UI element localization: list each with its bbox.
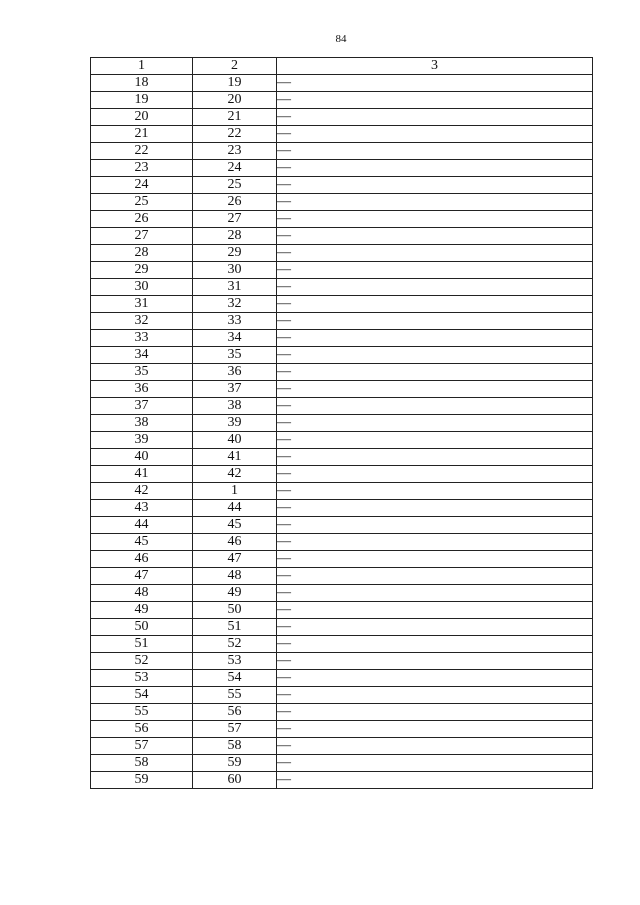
cell-col-1: 26	[91, 211, 193, 228]
table-row	[91, 262, 593, 279]
cell-col-3: —	[277, 415, 593, 432]
table-row	[91, 755, 593, 772]
cell-col-3: —	[277, 75, 593, 92]
table-row	[91, 347, 593, 364]
cell-col-2: 23	[193, 143, 277, 160]
cell-col-1: 32	[91, 313, 193, 330]
table-row	[91, 619, 593, 636]
cell-col-3: —	[277, 211, 593, 228]
cell-col-3: —	[277, 568, 593, 585]
table-row	[91, 449, 593, 466]
table-row	[91, 330, 593, 347]
cell-col-2: 21	[193, 109, 277, 126]
cell-col-2: 29	[193, 245, 277, 262]
table-row	[91, 194, 593, 211]
table-row	[91, 500, 593, 517]
cell-col-1: 27	[91, 228, 193, 245]
table-row	[91, 177, 593, 194]
cell-col-2: 27	[193, 211, 277, 228]
cell-col-3: —	[277, 500, 593, 517]
table-row	[91, 670, 593, 687]
cell-col-3: —	[277, 551, 593, 568]
cell-col-1: 36	[91, 381, 193, 398]
cell-col-2: 30	[193, 262, 277, 279]
cell-col-3: —	[277, 653, 593, 670]
cell-col-1: 43	[91, 500, 193, 517]
cell-col-1: 24	[91, 177, 193, 194]
table-body	[91, 75, 593, 789]
table-row	[91, 466, 593, 483]
table-row	[91, 398, 593, 415]
table-row	[91, 517, 593, 534]
table-row	[91, 551, 593, 568]
cell-col-2: 56	[193, 704, 277, 721]
cell-col-3: —	[277, 160, 593, 177]
page-number: 84	[335, 33, 347, 45]
table-row	[91, 585, 593, 602]
cell-col-3: —	[277, 126, 593, 143]
table-row	[91, 568, 593, 585]
cell-col-3: —	[277, 670, 593, 687]
cell-col-3: —	[277, 398, 593, 415]
table-row	[91, 228, 593, 245]
cell-col-1: 52	[91, 653, 193, 670]
table-row	[91, 75, 593, 92]
cell-col-1: 41	[91, 466, 193, 483]
cell-col-2: 31	[193, 279, 277, 296]
cell-col-3: —	[277, 313, 593, 330]
cell-col-1: 40	[91, 449, 193, 466]
cell-col-1: 22	[91, 143, 193, 160]
cell-col-1: 47	[91, 568, 193, 585]
cell-col-2: 44	[193, 500, 277, 517]
cell-col-3: —	[277, 245, 593, 262]
table-row	[91, 381, 593, 398]
cell-col-1: 39	[91, 432, 193, 449]
cell-col-1: 31	[91, 296, 193, 313]
cell-col-3: —	[277, 228, 593, 245]
table-row	[91, 211, 593, 228]
cell-col-2: 24	[193, 160, 277, 177]
cell-col-1: 34	[91, 347, 193, 364]
cell-col-1: 42	[91, 483, 193, 500]
column-header-2: 2	[193, 58, 277, 75]
cell-col-2: 40	[193, 432, 277, 449]
cell-col-1: 20	[91, 109, 193, 126]
cell-col-2: 54	[193, 670, 277, 687]
cell-col-2: 46	[193, 534, 277, 551]
cell-col-2: 25	[193, 177, 277, 194]
cell-col-1: 18	[91, 75, 193, 92]
cell-col-3: —	[277, 347, 593, 364]
cell-col-3: —	[277, 517, 593, 534]
table-row	[91, 653, 593, 670]
cell-col-2: 34	[193, 330, 277, 347]
cell-col-1: 25	[91, 194, 193, 211]
table-row	[91, 279, 593, 296]
cell-col-3: —	[277, 738, 593, 755]
cell-col-3: —	[277, 330, 593, 347]
table-row	[91, 772, 593, 789]
cell-col-3: —	[277, 466, 593, 483]
cell-col-1: 59	[91, 772, 193, 789]
cell-col-2: 33	[193, 313, 277, 330]
cell-col-2: 26	[193, 194, 277, 211]
cell-col-2: 47	[193, 551, 277, 568]
table-row	[91, 704, 593, 721]
table-row	[91, 364, 593, 381]
data-table	[90, 57, 593, 789]
table-row	[91, 313, 593, 330]
table-row	[91, 92, 593, 109]
cell-col-3: —	[277, 449, 593, 466]
cell-col-2: 55	[193, 687, 277, 704]
cell-col-3: —	[277, 755, 593, 772]
cell-col-1: 37	[91, 398, 193, 415]
cell-col-3: —	[277, 585, 593, 602]
cell-col-1: 53	[91, 670, 193, 687]
cell-col-1: 19	[91, 92, 193, 109]
cell-col-3: —	[277, 483, 593, 500]
table-row	[91, 721, 593, 738]
cell-col-3: —	[277, 432, 593, 449]
cell-col-1: 57	[91, 738, 193, 755]
cell-col-3: —	[277, 534, 593, 551]
cell-col-2: 41	[193, 449, 277, 466]
cell-col-3: —	[277, 602, 593, 619]
cell-col-3: —	[277, 687, 593, 704]
cell-col-3: —	[277, 619, 593, 636]
table-row	[91, 143, 593, 160]
table-row	[91, 483, 593, 500]
cell-col-3: —	[277, 772, 593, 789]
table-row	[91, 415, 593, 432]
table-row	[91, 109, 593, 126]
cell-col-3: —	[277, 143, 593, 160]
cell-col-3: —	[277, 109, 593, 126]
cell-col-1: 55	[91, 704, 193, 721]
cell-col-3: —	[277, 704, 593, 721]
table-row	[91, 534, 593, 551]
cell-col-2: 32	[193, 296, 277, 313]
cell-col-3: —	[277, 177, 593, 194]
column-header-3: 3	[277, 58, 593, 75]
table-row	[91, 245, 593, 262]
cell-col-2: 37	[193, 381, 277, 398]
cell-col-3: —	[277, 296, 593, 313]
table-row	[91, 687, 593, 704]
table-row	[91, 738, 593, 755]
table-row	[91, 636, 593, 653]
column-header-1: 1	[91, 58, 193, 75]
cell-col-1: 28	[91, 245, 193, 262]
cell-col-1: 29	[91, 262, 193, 279]
cell-col-1: 56	[91, 721, 193, 738]
cell-col-1: 54	[91, 687, 193, 704]
table-header-row	[91, 58, 593, 75]
cell-col-3: —	[277, 364, 593, 381]
cell-col-2: 51	[193, 619, 277, 636]
cell-col-2: 42	[193, 466, 277, 483]
cell-col-2: 36	[193, 364, 277, 381]
cell-col-1: 30	[91, 279, 193, 296]
cell-col-2: 52	[193, 636, 277, 653]
table-row	[91, 432, 593, 449]
cell-col-2: 50	[193, 602, 277, 619]
cell-col-3: —	[277, 194, 593, 211]
table-row	[91, 296, 593, 313]
table-row	[91, 126, 593, 143]
cell-col-2: 20	[193, 92, 277, 109]
cell-col-3: —	[277, 92, 593, 109]
cell-col-3: —	[277, 279, 593, 296]
cell-col-2: 1	[193, 483, 277, 500]
cell-col-2: 48	[193, 568, 277, 585]
cell-col-1: 58	[91, 755, 193, 772]
cell-col-1: 33	[91, 330, 193, 347]
cell-col-1: 44	[91, 517, 193, 534]
cell-col-2: 45	[193, 517, 277, 534]
cell-col-2: 58	[193, 738, 277, 755]
cell-col-2: 53	[193, 653, 277, 670]
cell-col-1: 49	[91, 602, 193, 619]
cell-col-3: —	[277, 262, 593, 279]
cell-col-3: —	[277, 636, 593, 653]
cell-col-2: 19	[193, 75, 277, 92]
cell-col-3: —	[277, 381, 593, 398]
cell-col-1: 50	[91, 619, 193, 636]
cell-col-2: 22	[193, 126, 277, 143]
cell-col-1: 23	[91, 160, 193, 177]
cell-col-2: 60	[193, 772, 277, 789]
cell-col-1: 21	[91, 126, 193, 143]
cell-col-1: 51	[91, 636, 193, 653]
cell-col-2: 39	[193, 415, 277, 432]
cell-col-2: 59	[193, 755, 277, 772]
cell-col-3: —	[277, 721, 593, 738]
table-row	[91, 602, 593, 619]
cell-col-2: 49	[193, 585, 277, 602]
cell-col-2: 38	[193, 398, 277, 415]
cell-col-1: 38	[91, 415, 193, 432]
cell-col-2: 57	[193, 721, 277, 738]
cell-col-1: 45	[91, 534, 193, 551]
cell-col-2: 35	[193, 347, 277, 364]
cell-col-2: 28	[193, 228, 277, 245]
cell-col-1: 35	[91, 364, 193, 381]
cell-col-1: 46	[91, 551, 193, 568]
cell-col-1: 48	[91, 585, 193, 602]
table-row	[91, 160, 593, 177]
